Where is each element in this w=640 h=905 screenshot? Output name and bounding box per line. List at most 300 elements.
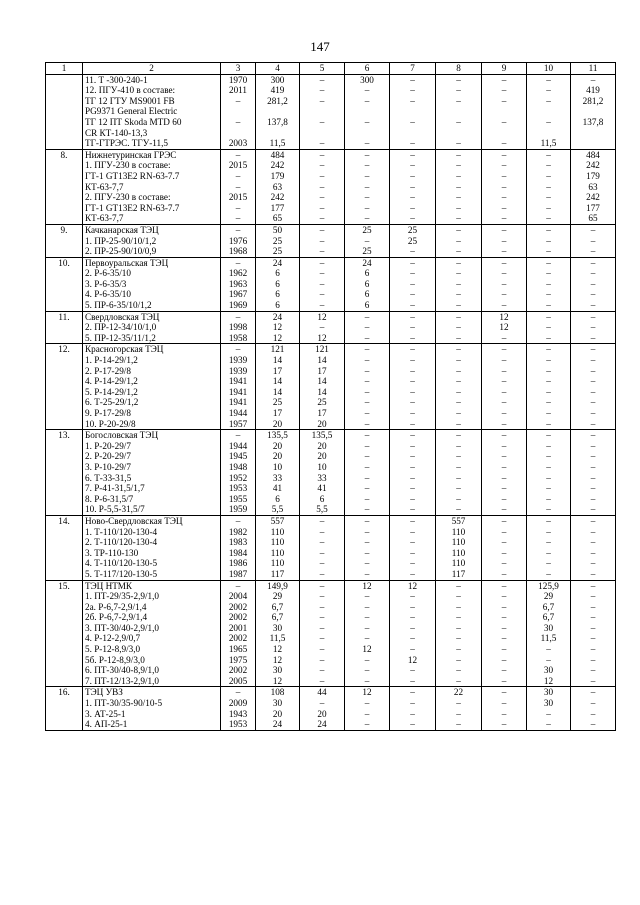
row-number bbox=[46, 213, 83, 224]
row-number: 10. bbox=[46, 257, 83, 268]
value-cell: – bbox=[436, 355, 482, 366]
value-cell: – bbox=[482, 344, 527, 355]
value-cell: – bbox=[482, 85, 527, 96]
value-cell: – bbox=[482, 397, 527, 408]
row-number bbox=[46, 182, 83, 193]
value-cell: – bbox=[390, 623, 436, 634]
value-cell: 484 bbox=[256, 149, 300, 160]
value-cell: – bbox=[390, 473, 436, 484]
value-cell: – bbox=[345, 558, 390, 569]
value-cell: – bbox=[482, 633, 527, 644]
value-cell: – bbox=[345, 322, 390, 333]
value-cell: – bbox=[300, 182, 345, 193]
value-cell: 1968 bbox=[221, 246, 256, 257]
value-cell: 12 bbox=[345, 644, 390, 655]
value-cell: – bbox=[436, 171, 482, 182]
value-cell: 6,7 bbox=[256, 612, 300, 623]
value-cell: 281,2 bbox=[256, 96, 300, 107]
value-cell: – bbox=[300, 192, 345, 203]
row-number bbox=[46, 591, 83, 602]
value-cell: – bbox=[436, 322, 482, 333]
value-cell: – bbox=[300, 322, 345, 333]
value-cell: – bbox=[527, 279, 571, 290]
value-cell: – bbox=[527, 397, 571, 408]
value-cell: – bbox=[436, 376, 482, 387]
value-cell: – bbox=[390, 366, 436, 377]
value-cell: 25 bbox=[345, 224, 390, 235]
value-cell: – bbox=[221, 96, 256, 107]
value-cell: – bbox=[436, 665, 482, 676]
unit-name-cell: 4. Р-14-29/1,2 bbox=[83, 376, 221, 387]
value-cell: – bbox=[571, 504, 616, 515]
table-row bbox=[46, 558, 616, 569]
value-cell: – bbox=[345, 548, 390, 559]
value-cell: 6 bbox=[256, 279, 300, 290]
value-cell: 63 bbox=[256, 182, 300, 193]
header-cell: 9 bbox=[482, 63, 527, 75]
value-cell: – bbox=[390, 633, 436, 644]
value-cell: – bbox=[571, 257, 616, 268]
unit-name-cell: 10. Р-5,5-31,5/7 bbox=[83, 504, 221, 515]
row-number bbox=[46, 117, 83, 128]
value-cell: – bbox=[345, 537, 390, 548]
value-cell: – bbox=[571, 462, 616, 473]
row-number bbox=[46, 473, 83, 484]
value-cell: 1970 bbox=[221, 74, 256, 85]
value-cell: 20 bbox=[300, 441, 345, 452]
unit-name-cell: Нижнетуринская ГРЭС bbox=[83, 149, 221, 160]
value-cell: – bbox=[482, 268, 527, 279]
value-cell: 30 bbox=[527, 623, 571, 634]
value-cell: – bbox=[436, 203, 482, 214]
value-cell: – bbox=[527, 569, 571, 580]
value-cell: – bbox=[345, 441, 390, 452]
value-cell: 2002 bbox=[221, 633, 256, 644]
unit-name-cell: 2б. Р-6,7-2,9/1,4 bbox=[83, 612, 221, 623]
value-cell: – bbox=[482, 515, 527, 526]
value-cell: – bbox=[436, 138, 482, 149]
value-cell: – bbox=[527, 311, 571, 322]
value-cell: – bbox=[390, 171, 436, 182]
value-cell: 14 bbox=[256, 387, 300, 398]
value-cell: 179 bbox=[256, 171, 300, 182]
value-cell: – bbox=[300, 236, 345, 247]
value-cell bbox=[300, 128, 345, 139]
value-cell: 12 bbox=[482, 322, 527, 333]
value-cell: 12 bbox=[390, 580, 436, 591]
value-cell: – bbox=[390, 117, 436, 128]
value-cell: – bbox=[482, 462, 527, 473]
value-cell: – bbox=[482, 192, 527, 203]
value-cell: – bbox=[221, 311, 256, 322]
value-cell: – bbox=[571, 719, 616, 730]
value-cell: – bbox=[436, 333, 482, 344]
value-cell: – bbox=[436, 451, 482, 462]
value-cell: – bbox=[571, 451, 616, 462]
value-cell: 24 bbox=[256, 257, 300, 268]
value-cell: – bbox=[390, 408, 436, 419]
value-cell: – bbox=[527, 322, 571, 333]
row-number bbox=[46, 633, 83, 644]
value-cell: – bbox=[527, 355, 571, 366]
value-cell: – bbox=[436, 366, 482, 377]
value-cell: – bbox=[436, 633, 482, 644]
value-cell: – bbox=[345, 387, 390, 398]
value-cell: 6,7 bbox=[527, 612, 571, 623]
table-row bbox=[46, 149, 616, 160]
row-number bbox=[46, 355, 83, 366]
value-cell: – bbox=[527, 537, 571, 548]
value-cell: – bbox=[436, 149, 482, 160]
value-cell: 17 bbox=[300, 408, 345, 419]
table-row bbox=[46, 633, 616, 644]
value-cell: – bbox=[436, 462, 482, 473]
value-cell: 20 bbox=[256, 419, 300, 430]
value-cell: – bbox=[571, 224, 616, 235]
value-cell: 25 bbox=[256, 397, 300, 408]
row-number bbox=[46, 558, 83, 569]
row-number bbox=[46, 376, 83, 387]
value-cell: – bbox=[482, 451, 527, 462]
value-cell: – bbox=[482, 623, 527, 634]
value-cell: – bbox=[390, 515, 436, 526]
value-cell: – bbox=[527, 257, 571, 268]
value-cell: – bbox=[527, 644, 571, 655]
value-cell: – bbox=[436, 644, 482, 655]
value-cell: – bbox=[527, 171, 571, 182]
value-cell: 419 bbox=[256, 85, 300, 96]
value-cell: – bbox=[345, 408, 390, 419]
value-cell: – bbox=[345, 719, 390, 730]
value-cell: 12 bbox=[345, 687, 390, 698]
unit-name-cell: 2. ПГУ-230 в составе: bbox=[83, 192, 221, 203]
value-cell: – bbox=[390, 676, 436, 687]
unit-name-cell: 11. Т -300-240-1 bbox=[83, 74, 221, 85]
value-cell: – bbox=[436, 279, 482, 290]
value-cell: 1944 bbox=[221, 441, 256, 452]
value-cell: – bbox=[436, 441, 482, 452]
value-cell: – bbox=[482, 96, 527, 107]
row-number bbox=[46, 268, 83, 279]
value-cell: – bbox=[571, 430, 616, 441]
value-cell: 242 bbox=[256, 192, 300, 203]
unit-name-cell: 4. Р-12-2,9/0,7 bbox=[83, 633, 221, 644]
value-cell: – bbox=[482, 537, 527, 548]
value-cell: – bbox=[345, 366, 390, 377]
value-cell: – bbox=[345, 117, 390, 128]
value-cell: – bbox=[571, 322, 616, 333]
table-row bbox=[46, 408, 616, 419]
unit-name-cell: PG9371 General Electric bbox=[83, 106, 221, 117]
value-cell: 1939 bbox=[221, 366, 256, 377]
value-cell: – bbox=[390, 719, 436, 730]
value-cell: 44 bbox=[300, 687, 345, 698]
value-cell: – bbox=[390, 483, 436, 494]
value-cell: – bbox=[482, 333, 527, 344]
unit-name-cell: 5. ПР-12-35/11/1,2 bbox=[83, 333, 221, 344]
value-cell: – bbox=[482, 676, 527, 687]
value-cell: – bbox=[300, 138, 345, 149]
value-cell: – bbox=[300, 224, 345, 235]
value-cell: – bbox=[436, 602, 482, 613]
value-cell: – bbox=[390, 322, 436, 333]
value-cell: 6,7 bbox=[527, 602, 571, 613]
value-cell: – bbox=[527, 376, 571, 387]
value-cell: – bbox=[345, 527, 390, 538]
row-number bbox=[46, 537, 83, 548]
table-row bbox=[46, 192, 616, 203]
value-cell: – bbox=[527, 462, 571, 473]
value-cell: – bbox=[482, 289, 527, 300]
row-number bbox=[46, 441, 83, 452]
value-cell bbox=[221, 128, 256, 139]
value-cell: – bbox=[300, 149, 345, 160]
value-cell: – bbox=[300, 698, 345, 709]
value-cell: – bbox=[436, 623, 482, 634]
value-cell: 135,5 bbox=[256, 430, 300, 441]
value-cell: – bbox=[436, 74, 482, 85]
value-cell: 557 bbox=[436, 515, 482, 526]
value-cell: 30 bbox=[527, 665, 571, 676]
value-cell: 177 bbox=[571, 203, 616, 214]
value-cell: – bbox=[300, 558, 345, 569]
value-cell: – bbox=[571, 527, 616, 538]
unit-name-cell: 3. Р-6-35/3 bbox=[83, 279, 221, 290]
value-cell: – bbox=[345, 504, 390, 515]
value-cell: – bbox=[436, 246, 482, 257]
unit-name-cell: 9. Р-17-29/8 bbox=[83, 408, 221, 419]
value-cell: 108 bbox=[256, 687, 300, 698]
header-cell: 5 bbox=[300, 63, 345, 75]
row-number bbox=[46, 719, 83, 730]
table-row bbox=[46, 623, 616, 634]
value-cell: – bbox=[527, 182, 571, 193]
value-cell: 110 bbox=[256, 527, 300, 538]
value-cell: 6 bbox=[256, 268, 300, 279]
value-cell: – bbox=[345, 451, 390, 462]
value-cell: – bbox=[527, 709, 571, 720]
value-cell: 12 bbox=[256, 333, 300, 344]
value-cell: – bbox=[390, 387, 436, 398]
value-cell bbox=[482, 128, 527, 139]
value-cell: – bbox=[390, 192, 436, 203]
unit-name-cell: Качканарская ТЭЦ bbox=[83, 224, 221, 235]
value-cell: – bbox=[482, 171, 527, 182]
row-number bbox=[46, 74, 83, 85]
value-cell: 1941 bbox=[221, 376, 256, 387]
value-cell: – bbox=[436, 580, 482, 591]
value-cell: – bbox=[436, 289, 482, 300]
value-cell: – bbox=[221, 182, 256, 193]
value-cell: – bbox=[300, 85, 345, 96]
value-cell: 242 bbox=[256, 160, 300, 171]
value-cell: 484 bbox=[571, 149, 616, 160]
value-cell: – bbox=[571, 333, 616, 344]
value-cell: 11,5 bbox=[527, 138, 571, 149]
value-cell: 557 bbox=[256, 515, 300, 526]
row-number bbox=[46, 665, 83, 676]
unit-name-cell: 1. ПТ-29/35-2,9/1,0 bbox=[83, 591, 221, 602]
row-number bbox=[46, 138, 83, 149]
value-cell: – bbox=[571, 236, 616, 247]
value-cell: 1984 bbox=[221, 548, 256, 559]
value-cell: – bbox=[436, 494, 482, 505]
value-cell: 1943 bbox=[221, 709, 256, 720]
value-cell: – bbox=[300, 580, 345, 591]
value-cell: 2015 bbox=[221, 160, 256, 171]
row-number bbox=[46, 676, 83, 687]
value-cell: 2011 bbox=[221, 85, 256, 96]
value-cell: – bbox=[390, 494, 436, 505]
value-cell: – bbox=[345, 602, 390, 613]
unit-name-cell: 1. Т-110/120-130-4 bbox=[83, 527, 221, 538]
value-cell: – bbox=[571, 698, 616, 709]
value-cell: 20 bbox=[256, 441, 300, 452]
row-number bbox=[46, 322, 83, 333]
value-cell: – bbox=[571, 473, 616, 484]
value-cell: – bbox=[390, 182, 436, 193]
table-row bbox=[46, 106, 616, 117]
value-cell bbox=[482, 106, 527, 117]
value-cell: – bbox=[390, 419, 436, 430]
value-cell: – bbox=[482, 473, 527, 484]
value-cell: – bbox=[390, 311, 436, 322]
table-row bbox=[46, 138, 616, 149]
row-number bbox=[46, 655, 83, 666]
value-cell: – bbox=[221, 171, 256, 182]
value-cell: – bbox=[482, 246, 527, 257]
value-cell: – bbox=[436, 709, 482, 720]
row-number: 8. bbox=[46, 149, 83, 160]
row-number bbox=[46, 300, 83, 311]
value-cell: – bbox=[482, 504, 527, 515]
value-cell: 2003 bbox=[221, 138, 256, 149]
table-row bbox=[46, 602, 616, 613]
row-number bbox=[46, 289, 83, 300]
value-cell: – bbox=[390, 279, 436, 290]
value-cell: – bbox=[436, 655, 482, 666]
row-number bbox=[46, 612, 83, 623]
value-cell: – bbox=[345, 462, 390, 473]
value-cell: – bbox=[571, 591, 616, 602]
table-row bbox=[46, 322, 616, 333]
value-cell: – bbox=[436, 268, 482, 279]
table-row bbox=[46, 344, 616, 355]
value-cell: – bbox=[527, 192, 571, 203]
value-cell: – bbox=[345, 376, 390, 387]
value-cell: – bbox=[390, 687, 436, 698]
value-cell: – bbox=[571, 387, 616, 398]
row-number bbox=[46, 709, 83, 720]
value-cell: 1941 bbox=[221, 387, 256, 398]
value-cell: – bbox=[527, 96, 571, 107]
value-cell: 6 bbox=[256, 494, 300, 505]
unit-name-cell: 3. АТ-25-1 bbox=[83, 709, 221, 720]
unit-name-cell: 2. ПР-25-90/10/0,9 bbox=[83, 246, 221, 257]
value-cell: – bbox=[527, 224, 571, 235]
value-cell: 110 bbox=[256, 548, 300, 559]
table-row bbox=[46, 387, 616, 398]
unit-name-cell: Красногорская ТЭЦ bbox=[83, 344, 221, 355]
value-cell: 29 bbox=[256, 591, 300, 602]
value-cell: – bbox=[527, 387, 571, 398]
value-cell: – bbox=[345, 149, 390, 160]
value-cell: – bbox=[345, 494, 390, 505]
value-cell: – bbox=[436, 300, 482, 311]
value-cell: – bbox=[571, 74, 616, 85]
value-cell: – bbox=[571, 612, 616, 623]
value-cell: – bbox=[571, 376, 616, 387]
value-cell: – bbox=[571, 344, 616, 355]
value-cell: 65 bbox=[571, 213, 616, 224]
value-cell: 1969 bbox=[221, 300, 256, 311]
table-row bbox=[46, 376, 616, 387]
value-cell: – bbox=[527, 719, 571, 730]
value-cell: – bbox=[345, 473, 390, 484]
value-cell: – bbox=[436, 387, 482, 398]
value-cell: 117 bbox=[436, 569, 482, 580]
value-cell: – bbox=[571, 537, 616, 548]
value-cell: 419 bbox=[571, 85, 616, 96]
table-row bbox=[46, 224, 616, 235]
value-cell: – bbox=[390, 612, 436, 623]
value-cell: 1955 bbox=[221, 494, 256, 505]
unit-name-cell: 1. Р-20-29/7 bbox=[83, 441, 221, 452]
value-cell: – bbox=[300, 257, 345, 268]
row-number bbox=[46, 483, 83, 494]
value-cell: – bbox=[300, 527, 345, 538]
value-cell: – bbox=[527, 366, 571, 377]
value-cell: – bbox=[390, 591, 436, 602]
value-cell: – bbox=[345, 419, 390, 430]
value-cell bbox=[256, 128, 300, 139]
value-cell: – bbox=[345, 623, 390, 634]
value-cell: 50 bbox=[256, 224, 300, 235]
value-cell: – bbox=[571, 419, 616, 430]
value-cell: – bbox=[527, 515, 571, 526]
value-cell: – bbox=[436, 182, 482, 193]
value-cell: – bbox=[527, 558, 571, 569]
header-cell: 2 bbox=[83, 63, 221, 75]
unit-name-cell: КТ-63-7,7 bbox=[83, 182, 221, 193]
value-cell: – bbox=[221, 687, 256, 698]
value-cell: – bbox=[571, 633, 616, 644]
value-cell bbox=[571, 106, 616, 117]
value-cell: – bbox=[390, 558, 436, 569]
unit-name-cell: 5б. Р-12-8,9/3,0 bbox=[83, 655, 221, 666]
value-cell: – bbox=[436, 344, 482, 355]
table-row bbox=[46, 655, 616, 666]
value-cell: 6 bbox=[300, 494, 345, 505]
unit-name-cell: Свердловская ТЭЦ bbox=[83, 311, 221, 322]
value-cell: – bbox=[482, 419, 527, 430]
value-cell: 10 bbox=[300, 462, 345, 473]
table-row bbox=[46, 311, 616, 322]
value-cell: – bbox=[436, 719, 482, 730]
value-cell: 179 bbox=[571, 171, 616, 182]
value-cell: – bbox=[571, 300, 616, 311]
value-cell: – bbox=[300, 602, 345, 613]
value-cell: – bbox=[571, 408, 616, 419]
unit-name-cell: ГТ-1 GT13E2 RN-63-7.7 bbox=[83, 171, 221, 182]
value-cell: – bbox=[571, 548, 616, 559]
unit-name-cell: 2. Р-6-35/10 bbox=[83, 268, 221, 279]
value-cell: 135,5 bbox=[300, 430, 345, 441]
value-cell bbox=[390, 106, 436, 117]
value-cell: 121 bbox=[300, 344, 345, 355]
row-number bbox=[46, 192, 83, 203]
value-cell: 6 bbox=[345, 268, 390, 279]
